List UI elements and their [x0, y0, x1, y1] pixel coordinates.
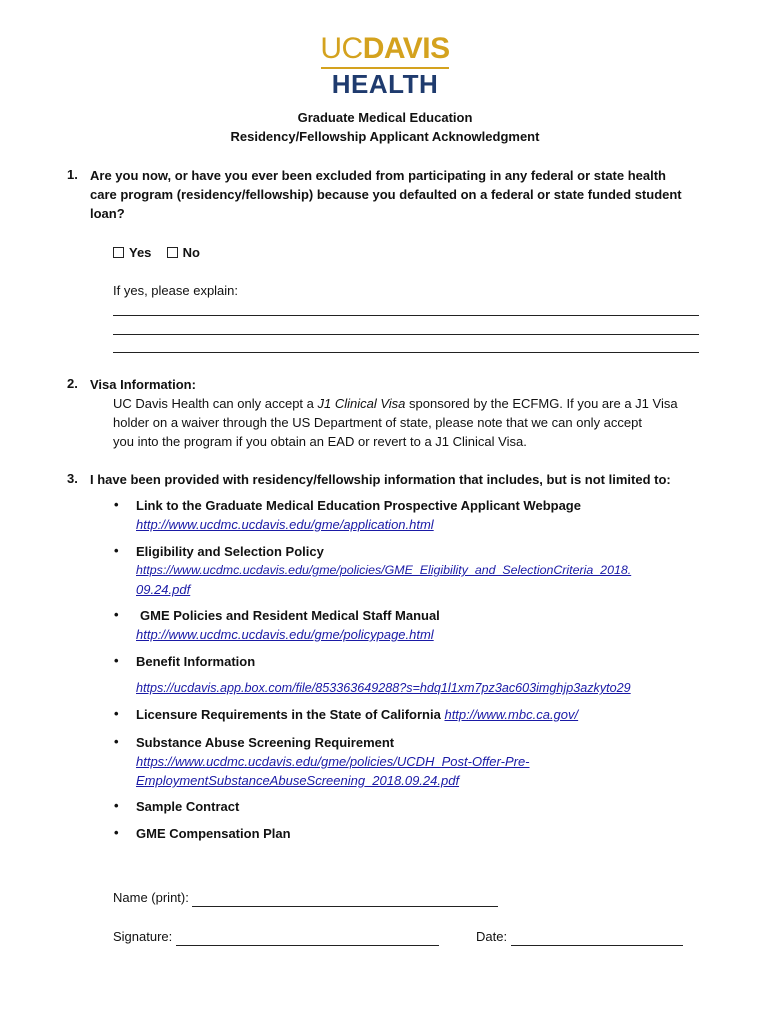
q2-heading: Visa Information:	[90, 377, 196, 392]
yes-label: Yes	[129, 245, 152, 260]
name-print-row	[113, 888, 498, 907]
eligibility-link-line2[interactable]: 09.24.pdf	[136, 582, 191, 597]
item-sample-contract-label: Sample Contract	[136, 799, 240, 814]
bullet: •	[114, 825, 119, 840]
substance-link-line2[interactable]: EmploymentSubstanceAbuseScreening_2018.09.24.pdf	[136, 773, 460, 788]
date-field[interactable]	[511, 931, 683, 946]
q2-text-line3: you into the program if you obtain an EAD or revert to a J1 Clinical Visa.	[113, 434, 527, 449]
q2-text-line2: holder on a waiver through the US Department of state, please note that we can only accept	[113, 415, 642, 430]
name-print-label: Name (print):	[113, 890, 189, 905]
item-applicant-webpage-label: Link to the Graduate Medical Education Prospective Applicant Webpage	[136, 498, 581, 513]
bullet: •	[114, 607, 119, 622]
bullet: •	[114, 706, 119, 721]
benefit-link[interactable]: https://ucdavis.app.box.com/file/853363649288?s=hdq1l1xm7pz3ac603imghjp3azkyto29	[136, 681, 631, 695]
bullet: •	[114, 543, 119, 558]
q1-options	[113, 243, 200, 262]
q1-number: 1.	[67, 167, 78, 182]
j1-visa-emphasis: J1 Clinical Visa	[317, 396, 406, 411]
explain-line-1[interactable]	[113, 315, 699, 316]
name-print-field[interactable]	[192, 892, 498, 907]
item-eligibility-label: Eligibility and Selection Policy	[136, 544, 324, 559]
logo-ucdavis: UCDAVIS	[320, 32, 450, 65]
item-compensation-label: GME Compensation Plan	[136, 826, 291, 841]
substance-link-line1[interactable]: https://www.ucdmc.ucdavis.edu/gme/policies/UCDH_Post-Offer-Pre-	[136, 754, 530, 769]
signature-row	[113, 927, 439, 946]
date-label: Date:	[476, 929, 508, 944]
logo-health: HEALTH	[331, 69, 439, 99]
yes-checkbox[interactable]	[113, 247, 124, 258]
bullet: •	[114, 734, 119, 749]
no-label: No	[182, 245, 201, 260]
q3-number: 3.	[67, 471, 78, 486]
item-licensure-label: Licensure Requirements in the State of California	[136, 707, 441, 722]
licensure-link[interactable]: http://www.mbc.ca.gov/	[444, 707, 579, 722]
applicant-webpage-link[interactable]: http://www.ucdmc.ucdavis.edu/gme/application.html	[136, 517, 434, 532]
explain-label: If yes, please explain:	[113, 283, 239, 298]
item-policies-label: GME Policies and Resident Medical Staff Manual	[140, 608, 440, 623]
eligibility-link-line1[interactable]: https://www.ucdmc.ucdavis.edu/gme/policies/GME_Eligibility_and_SelectionCriteria_2018.	[136, 563, 632, 577]
q3-heading: I have been provided with residency/fellowship information that includes, but is not limited to:	[90, 472, 671, 487]
item-licensure	[136, 705, 578, 724]
policies-link[interactable]: http://www.ucdmc.ucdavis.edu/gme/policypage.html	[136, 627, 434, 642]
item-substance-label: Substance Abuse Screening Requirement	[136, 735, 395, 750]
no-checkbox[interactable]	[167, 247, 178, 258]
q1-text-line2: care program (residency/fellowship) because you defaulted on a federal or state funded student	[90, 187, 682, 202]
date-row	[476, 927, 683, 946]
explain-line-3[interactable]	[113, 352, 699, 353]
q1-text-line1: Are you now, or have you ever been excluded from participating in any federal or state health	[90, 168, 666, 183]
signature-label: Signature:	[113, 929, 173, 944]
bullet: •	[114, 798, 119, 813]
q2-number: 2.	[67, 376, 78, 391]
document-title-line2: Residency/Fellowship Applicant Acknowledgment	[230, 129, 540, 144]
q2-text-line1: UC Davis Health can only accept a J1 Clinical Visa sponsored by the ECFMG. If you are a J1 Visa	[113, 396, 678, 411]
item-benefit-label: Benefit Information	[136, 654, 256, 669]
signature-field[interactable]	[176, 931, 439, 946]
ucdavis-health-logo	[0, 34, 770, 97]
explain-line-2[interactable]	[113, 334, 699, 335]
bullet: •	[114, 497, 119, 512]
q1-text-line3: loan?	[90, 206, 125, 221]
document-title-line1: Graduate Medical Education	[297, 110, 473, 125]
bullet: •	[114, 653, 119, 668]
